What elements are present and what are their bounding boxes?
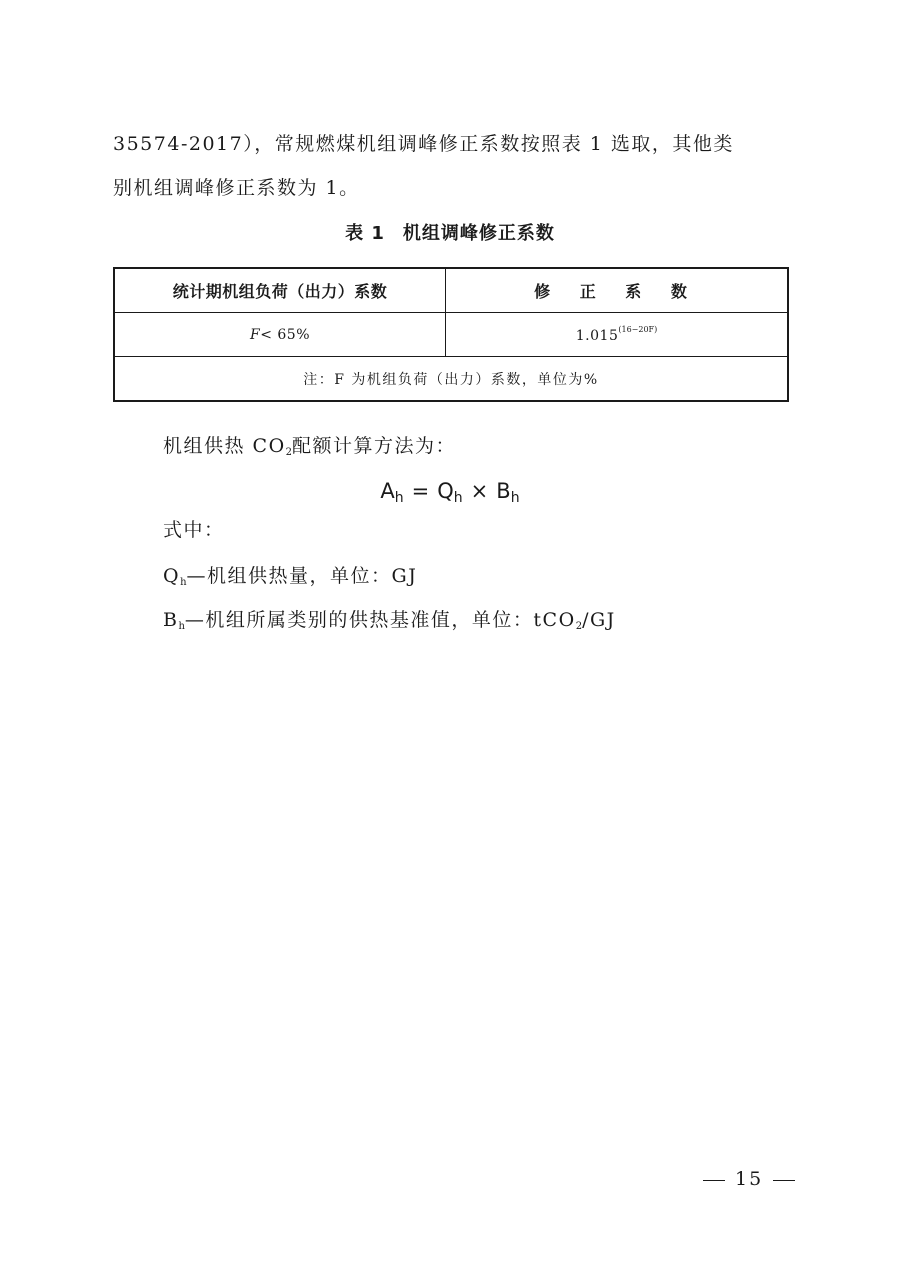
coefficient-table [113,267,789,402]
table-caption-number: 表 1 [345,223,385,244]
table-header-row [114,268,788,313]
condition-threshold: < 65% [260,326,311,343]
paragraph-line-1: 35574-2017），常规燃煤机组调峰修正系数按照表 1 选取，其他类 [113,133,734,155]
def-b-symbol: B [163,609,179,631]
def-b-subscript: h [178,621,185,632]
where-label: 式中： [163,519,225,541]
table-caption [0,220,900,248]
formula-q: Q [437,479,454,503]
heat-intro-text: 机组供热 CO [163,435,286,457]
formula-equals: = [411,479,430,503]
formula-times: × [470,479,489,503]
header-correction-coefficient: 修 正 系 数 [446,268,789,313]
header-load-factor: 统计期机组负荷（出力）系数 [114,268,446,313]
definition-b [163,606,616,641]
def-q-subscript: h [180,577,187,588]
def-q-symbol: Q [163,565,181,587]
formula-q-sub: h [453,490,463,506]
page-dash-right [773,1180,795,1181]
heat-intro-text-end: 配额计算方法为： [292,435,457,457]
table-caption-title: 机组调峰修正系数 [402,223,555,244]
def-b-unit-subscript: 2 [575,621,583,632]
formula-lhs: A [380,479,395,503]
formula-b: B [496,479,511,503]
condition-variable: F [249,326,261,343]
heat-quota-formula [0,476,900,513]
cell-coefficient [446,313,789,357]
def-b-text: —机组所属类别的供热基准值，单位：tCO [184,609,576,631]
definition-q [163,562,417,597]
def-q-text: —机组供热量，单位：GJ [186,565,418,587]
page-dash-left [703,1180,725,1181]
heat-intro-subscript: 2 [285,447,293,458]
table-note-row [114,357,788,402]
heat-quota-intro [163,432,456,467]
table-note: 注：F 为机组负荷（出力）系数，单位为% [114,357,788,402]
paragraph-line-2: 别机组调峰修正系数为 1。 [113,177,360,199]
formula-lhs-sub: h [394,490,404,506]
formula-b-sub: h [510,490,520,506]
def-b-unit-end: /GJ [582,609,616,631]
page-number [693,1166,805,1192]
coefficient-exponent: (16−20F) [618,325,658,334]
coefficient-base: 1.015 [575,328,619,344]
table-row [114,313,788,357]
page-number-value: 15 [735,1168,764,1190]
cell-condition [114,313,446,357]
